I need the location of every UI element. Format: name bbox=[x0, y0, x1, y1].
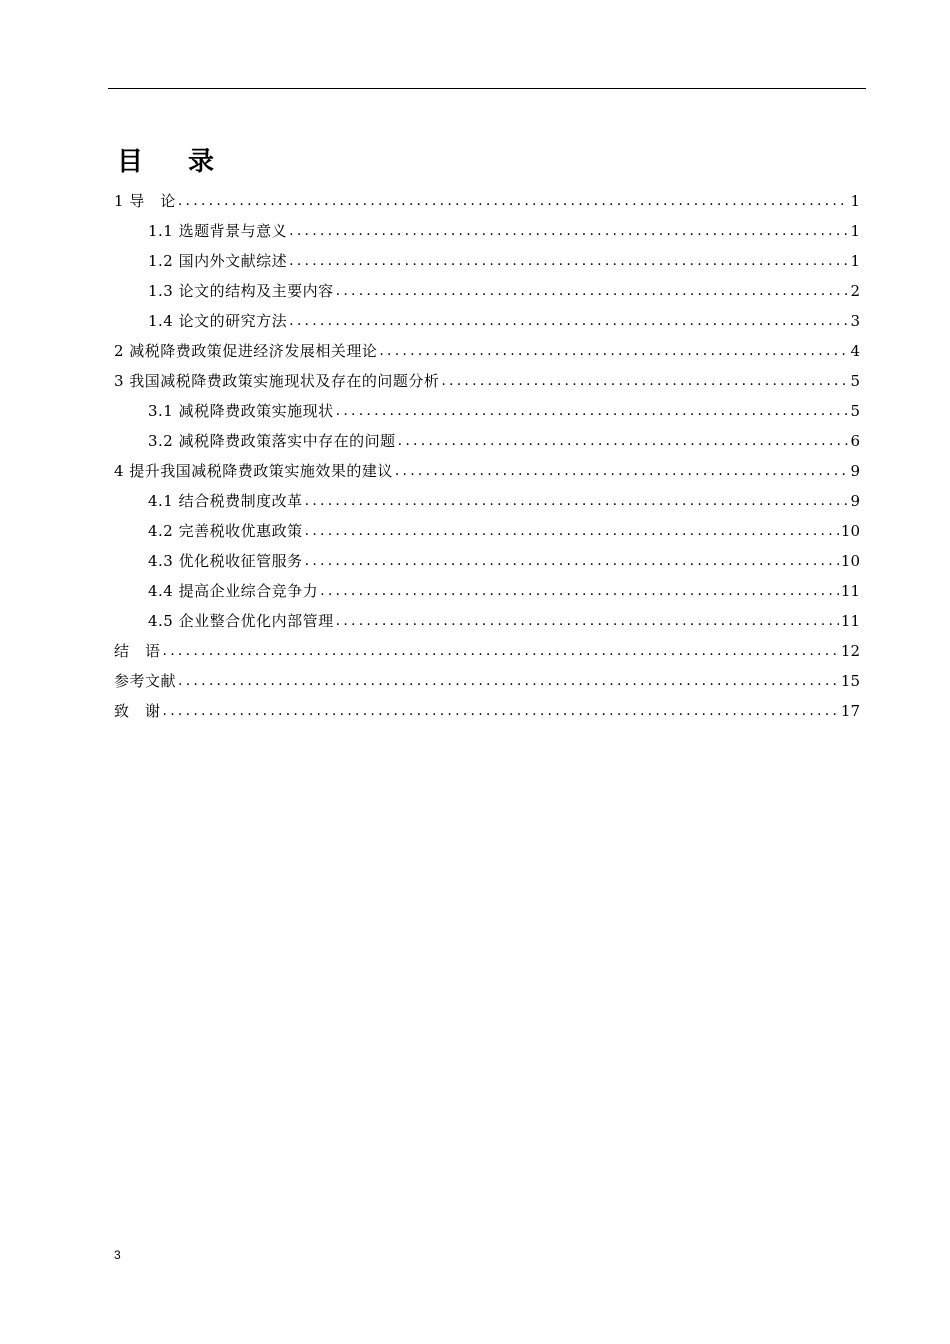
toc-dot-leader bbox=[395, 456, 849, 486]
toc-dot-leader bbox=[178, 666, 839, 696]
toc-entry-page: 11 bbox=[840, 612, 860, 630]
toc-entry-page: 15 bbox=[840, 672, 860, 690]
toc-entry-label: 4.5 企业整合优化内部管理 bbox=[148, 612, 334, 630]
toc-dot-leader bbox=[441, 366, 848, 396]
toc-entry-label: 4.1 结合税费制度改革 bbox=[148, 492, 303, 510]
header-rule bbox=[108, 88, 866, 89]
toc-entry-label: 4.3 优化税收征管服务 bbox=[148, 552, 303, 570]
toc-entry-page: 17 bbox=[840, 702, 860, 720]
toc-entry-page: 2 bbox=[850, 282, 860, 300]
toc-entry-page: 5 bbox=[850, 372, 860, 390]
toc-entry-1-1[interactable] bbox=[148, 216, 860, 246]
toc-entry-2[interactable] bbox=[114, 336, 860, 366]
toc-entry-page: 9 bbox=[850, 492, 860, 510]
toc-dot-leader bbox=[336, 396, 849, 426]
toc-entry-label: 结 语 bbox=[114, 642, 161, 660]
toc-entry-4-2[interactable] bbox=[148, 516, 860, 546]
toc-title: 目 录 bbox=[117, 147, 233, 177]
toc-entry-page: 1 bbox=[850, 192, 860, 210]
toc-entry-label: 1.3 论文的结构及主要内容 bbox=[148, 282, 334, 300]
toc-entry-1[interactable] bbox=[114, 186, 860, 216]
toc-entry-page: 11 bbox=[840, 582, 860, 600]
toc-dot-leader bbox=[320, 576, 839, 606]
toc-entry-page: 6 bbox=[850, 432, 860, 450]
toc-dot-leader bbox=[178, 186, 849, 216]
toc-entry-3-2[interactable] bbox=[148, 426, 860, 456]
toc-entry-conclusion[interactable] bbox=[114, 636, 860, 666]
toc-entry-acknowledgements[interactable] bbox=[114, 696, 860, 726]
toc-entry-page: 3 bbox=[850, 312, 860, 330]
toc-entry-label: 4 提升我国减税降费政策实施效果的建议 bbox=[114, 462, 393, 480]
toc-entry-4-1[interactable] bbox=[148, 486, 860, 516]
page-number: 3 bbox=[114, 1248, 121, 1262]
toc-entry-label: 3 我国减税降费政策实施现状及存在的问题分析 bbox=[114, 372, 440, 390]
toc-dot-leader bbox=[289, 306, 848, 336]
toc-dot-leader bbox=[289, 246, 848, 276]
toc-entry-label: 参考文献 bbox=[114, 672, 177, 690]
toc-entry-4-3[interactable] bbox=[148, 546, 860, 576]
toc-dot-leader bbox=[398, 426, 849, 456]
toc-dot-leader bbox=[305, 546, 839, 576]
toc-entry-page: 1 bbox=[850, 222, 860, 240]
toc-entry-label: 4.4 提高企业综合竞争力 bbox=[148, 582, 319, 600]
toc-entry-label: 3.1 减税降费政策实施现状 bbox=[148, 402, 334, 420]
toc-entry-4-5[interactable] bbox=[148, 606, 860, 636]
toc-entry-label: 2 减税降费政策促进经济发展相关理论 bbox=[114, 342, 378, 360]
toc-dot-leader bbox=[305, 516, 839, 546]
toc-entry-label: 4.2 完善税收优惠政策 bbox=[148, 522, 303, 540]
toc-dot-leader bbox=[305, 486, 849, 516]
toc-entry-page: 4 bbox=[850, 342, 860, 360]
toc-entry-page: 10 bbox=[840, 522, 860, 540]
toc-entry-3-1[interactable] bbox=[148, 396, 860, 426]
toc-entry-1-4[interactable] bbox=[148, 306, 860, 336]
toc-dot-leader bbox=[289, 216, 848, 246]
toc-entry-page: 1 bbox=[850, 252, 860, 270]
toc-entry-page: 12 bbox=[840, 642, 860, 660]
toc-entry-1-3[interactable] bbox=[148, 276, 860, 306]
toc-dot-leader bbox=[379, 336, 848, 366]
toc-entry-3[interactable] bbox=[114, 366, 860, 396]
toc-entry-4-4[interactable] bbox=[148, 576, 860, 606]
toc-entry-page: 5 bbox=[850, 402, 860, 420]
toc-entry-4[interactable] bbox=[114, 456, 860, 486]
toc-entry-label: 1.1 选题背景与意义 bbox=[148, 222, 288, 240]
toc-dot-leader bbox=[336, 606, 839, 636]
toc-entry-label: 1.4 论文的研究方法 bbox=[148, 312, 288, 330]
toc-entry-label: 1.2 国内外文献综述 bbox=[148, 252, 288, 270]
toc-dot-leader bbox=[163, 696, 839, 726]
toc-dot-leader bbox=[336, 276, 849, 306]
toc-entry-page: 9 bbox=[850, 462, 860, 480]
toc-entry-label: 1 导 论 bbox=[114, 192, 176, 210]
toc-dot-leader bbox=[163, 636, 839, 666]
toc-entry-page: 10 bbox=[840, 552, 860, 570]
toc-entry-label: 3.2 减税降费政策落实中存在的问题 bbox=[148, 432, 396, 450]
toc-entry-label: 致 谢 bbox=[114, 702, 161, 720]
toc-entry-1-2[interactable] bbox=[148, 246, 860, 276]
toc-entry-references[interactable] bbox=[114, 666, 860, 696]
